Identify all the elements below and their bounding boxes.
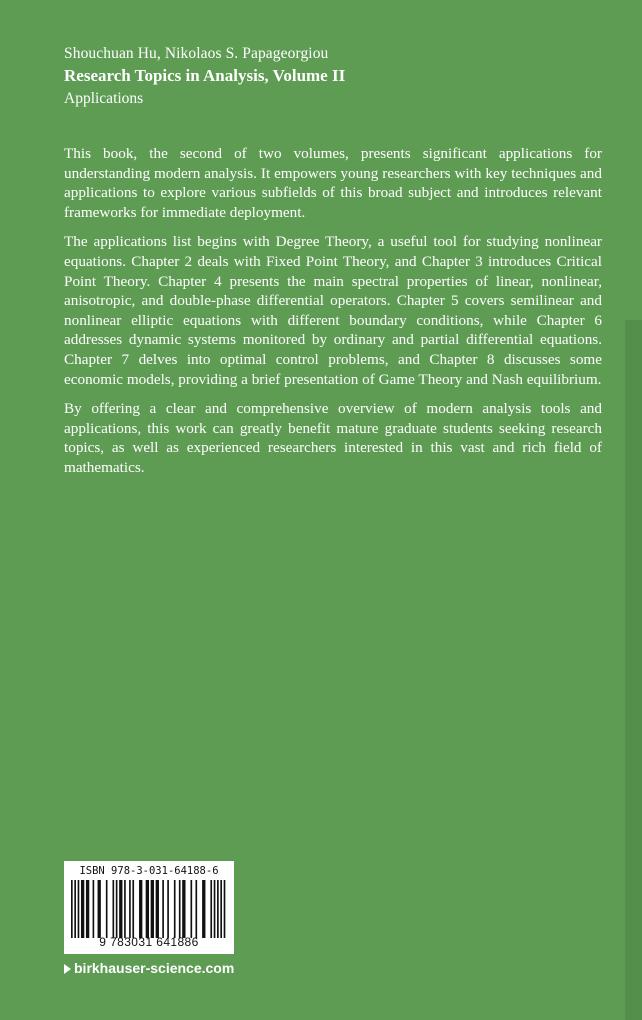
barcode-bar [162,880,164,938]
website-label: birkhauser-science.com [74,960,235,976]
barcode-bar [71,880,73,938]
barcode-bar [81,880,84,938]
barcode-bar [182,880,185,938]
barcode-bar [139,880,142,938]
blurb-paragraph-2: The applications list begins with Degree Theory, a useful tool for studying nonlinear equations. Chapter 2 deals with Fixed Point Theory, and Chapter 3 introduces Critical Point Theory. Chapter 4 presents the main spectral properties of linear, nonlinear, anisotropic, and double-phase differential operators. Chapter 5 covers semilinear and nonlinear elliptic equations with different boundary conditions, while Chapter 6 addresses dynamic systems monitored by ordinary and partial differential equations. Chapter 7 delves into optimal control problems, and Chapter 8 discusses some economic models, providing a brief presentation of Game Theory and Nash equilibrium. [64,233,602,388]
authors: Shouchuan Hu, Nikolaos S. Papageorgiou [64,45,329,62]
barcode-bar [86,880,89,938]
barcode-bar [93,880,95,938]
barcode-bar [174,880,176,938]
barcode-bar [151,880,154,938]
cover-header [64,44,584,109]
barcode-bar [202,880,205,938]
isbn-label: ISBN 978-3-031-64188-6 [79,865,219,877]
barcode-bar [156,880,159,938]
barcode-bar [210,880,212,938]
barcode-bar [146,880,149,938]
barcode-bar [195,880,197,938]
barcode-bar [112,880,114,938]
barcode-bar [106,880,108,938]
barcode-digits: 9 783031 641886 [99,935,199,949]
barcode-bar [129,880,131,938]
barcode-bar [119,880,122,938]
barcode-bar [74,880,76,938]
barcode-bar [214,880,216,938]
barcode-bar [124,880,126,938]
barcode-bar [132,880,134,938]
barcode-bars [71,880,227,938]
barcode-bar [179,880,181,938]
barcode-bar [116,880,118,938]
barcode-bar [220,880,222,938]
spine-edge [625,320,642,1020]
blurb-paragraph-3: By offering a clear and comprehensive overview of modern analysis tools and applications, this work can greatly benefit mature graduate students seeking research topics, as well as experienced researchers interested in this vast and rich field of mathematics. [64,400,602,476]
barcode-bar [190,880,192,938]
book-subtitle: Applications [64,90,144,107]
isbn-barcode [64,861,234,954]
triangle-right-icon [64,964,71,974]
barcode-bar [224,880,226,938]
blurb-paragraph-1: This book, the second of two volumes, presents significant applications for understanding modern analysis. It empowers young researchers with key techniques and applications to explore various subfields of this broad subject and introduces relevant frameworks for immediate deployment. [64,145,602,221]
barcode-bar [78,880,80,938]
barcode-bar [217,880,219,938]
book-title: Research Topics in Analysis, Volume II [64,66,346,85]
barcode-bar [167,880,169,938]
website-link[interactable] [64,959,234,977]
blurb [64,144,602,488]
barcode-bar [98,880,101,938]
